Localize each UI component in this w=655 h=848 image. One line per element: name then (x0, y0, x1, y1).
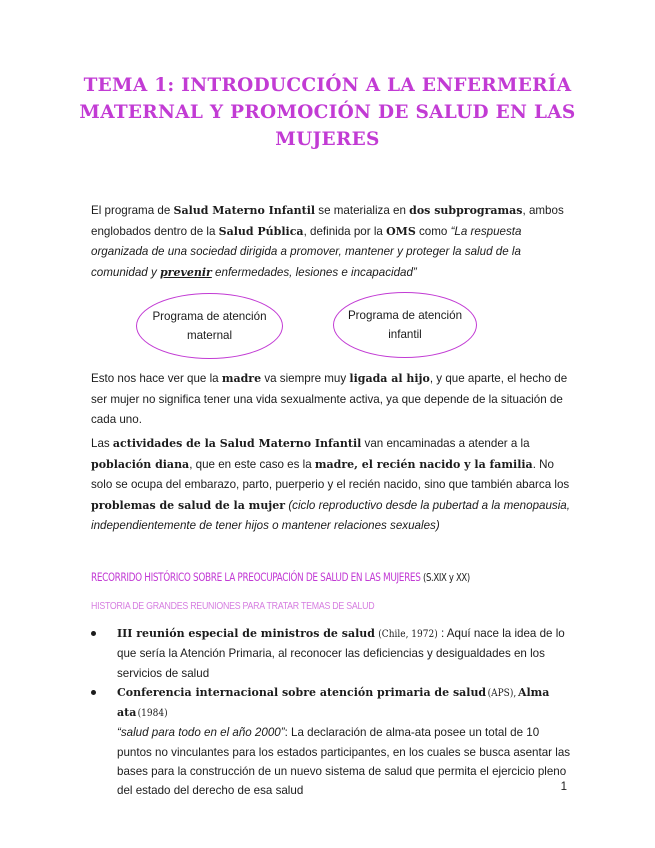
para3-bold-poblacion-diana: población diana (91, 457, 190, 471)
intro-underlined-prevenir: prevenir (159, 265, 212, 279)
intro-text: se materializa en (315, 204, 410, 217)
item2-year: (1984) (138, 708, 168, 720)
para3-text: Las (91, 437, 113, 450)
bullet-icon (91, 690, 96, 695)
section-heading-text: RECORRIDO HISTÓRICO SOBRE LA PREOCUPACIÓN DE SALUD EN LAS MUJERES (91, 570, 421, 584)
infantil-program-label: Programa de atención (347, 309, 463, 322)
item2-text: : La declaración de alma-ata posee un total de 10 puntos no vinculantes para los estados participantes, en los cuales se busca asentar las bases para la construcción de un nuevo sistema de salud que permita el ejercicio pleno del estado del derecho de esa salud (117, 726, 571, 798)
paragraph-actividades (91, 434, 571, 537)
intro-bold-salud-materno-infantil: Salud Materno Infantil (173, 204, 316, 217)
para2-bold-madre: madre (221, 372, 262, 385)
intro-paragraph (91, 201, 571, 283)
para3-bold-problemas-salud: problemas de salud de la mujer (91, 498, 286, 512)
para3-bold-madre-recien-nacido: madre, el recién nacido y la familia (314, 457, 533, 471)
intro-text: , definida por la (303, 224, 387, 238)
intro-bold-subprogramas: dos subprogramas (409, 204, 523, 217)
intro-italic-definition: “La respuesta organizada de una sociedad dirigida a promover, mantener y proteger la salud de la comunidad y (91, 224, 522, 279)
item2-bold-alma-ata: Alma ata (117, 685, 550, 720)
title-line-2: MATERNAL Y PROMOCIÓN DE SALUD EN LAS (79, 102, 576, 123)
intro-italic-definition-end: enfermedades, lesiones e incapacidad” (211, 265, 417, 279)
list-item (91, 683, 571, 801)
maternal-program-ellipse (136, 293, 283, 359)
page-number: 1 (560, 781, 567, 793)
list-item (91, 624, 571, 683)
para3-text: van encaminadas a atender a la (361, 437, 530, 450)
page-title (60, 72, 595, 153)
para3-italic-ciclo: (ciclo reproductivo desde la pubertad a la menopausia, independientemente de tener hijos o mantener relaciones sexuales) (91, 498, 570, 532)
infantil-program-ellipse (333, 292, 477, 358)
item2-italic-motto: “salud para todo en el año 2000” (117, 726, 285, 740)
section-subheading: HISTORIA DE GRANDES REUNIONES PARA TRATAR TEMAS DE SALUD (91, 600, 375, 612)
para2-text: , y que aparte, el hecho de ser mujer no significa tener una vida sexualmente activa, ya que depende de la situación de cada uno. (91, 372, 568, 426)
para2-text: va siempre muy (261, 372, 350, 385)
meetings-list (91, 624, 571, 801)
section-heading (91, 570, 470, 584)
para2-bold-ligada: ligada al hijo (349, 372, 430, 385)
bullet-icon (91, 631, 96, 636)
intro-text: El programa de (91, 204, 174, 217)
maternal-program-label: Programa de atención (152, 310, 267, 323)
title-line-3: MUJERES (275, 129, 380, 150)
para3-text: . No solo se ocupa del embarazo, parto, puerperio y el recién nacido, sino que también abarca los (91, 457, 570, 491)
paragraph-madre-hijo (91, 369, 571, 431)
para2-text: Esto nos hace ver que la (91, 372, 222, 385)
item2-bold-title: Conferencia internacional sobre atención primaria de salud (117, 685, 487, 699)
title-line-1: TEMA 1: INTRODUCCIÓN A LA ENFERMERÍA (83, 75, 572, 96)
para3-text: , que en este caso es la (189, 457, 315, 471)
item2-aps: (APS), (487, 687, 517, 699)
maternal-program-label-2: maternal (186, 329, 233, 342)
intro-text: , ambos englobados dentro de la (91, 204, 564, 238)
para3-bold-actividades: actividades de la Salud Materno Infantil (112, 437, 362, 450)
item1-place-date: (Chile, 1972) (378, 629, 438, 640)
infantil-program-label-2: infantil (388, 328, 422, 341)
item1-text: : Aquí nace la idea de lo que sería la Atención Primaria, al reconocer las deficiencias y desigualdades en los servicios de salud (117, 627, 565, 680)
intro-bold-salud-publica: Salud Pública (218, 224, 304, 238)
intro-bold-oms: OMS (386, 224, 416, 238)
section-heading-suffix: (S.XIX y XX) (423, 571, 470, 584)
item1-bold-title: III reunión especial de ministros de salud (117, 627, 375, 640)
intro-text: como (415, 224, 451, 238)
